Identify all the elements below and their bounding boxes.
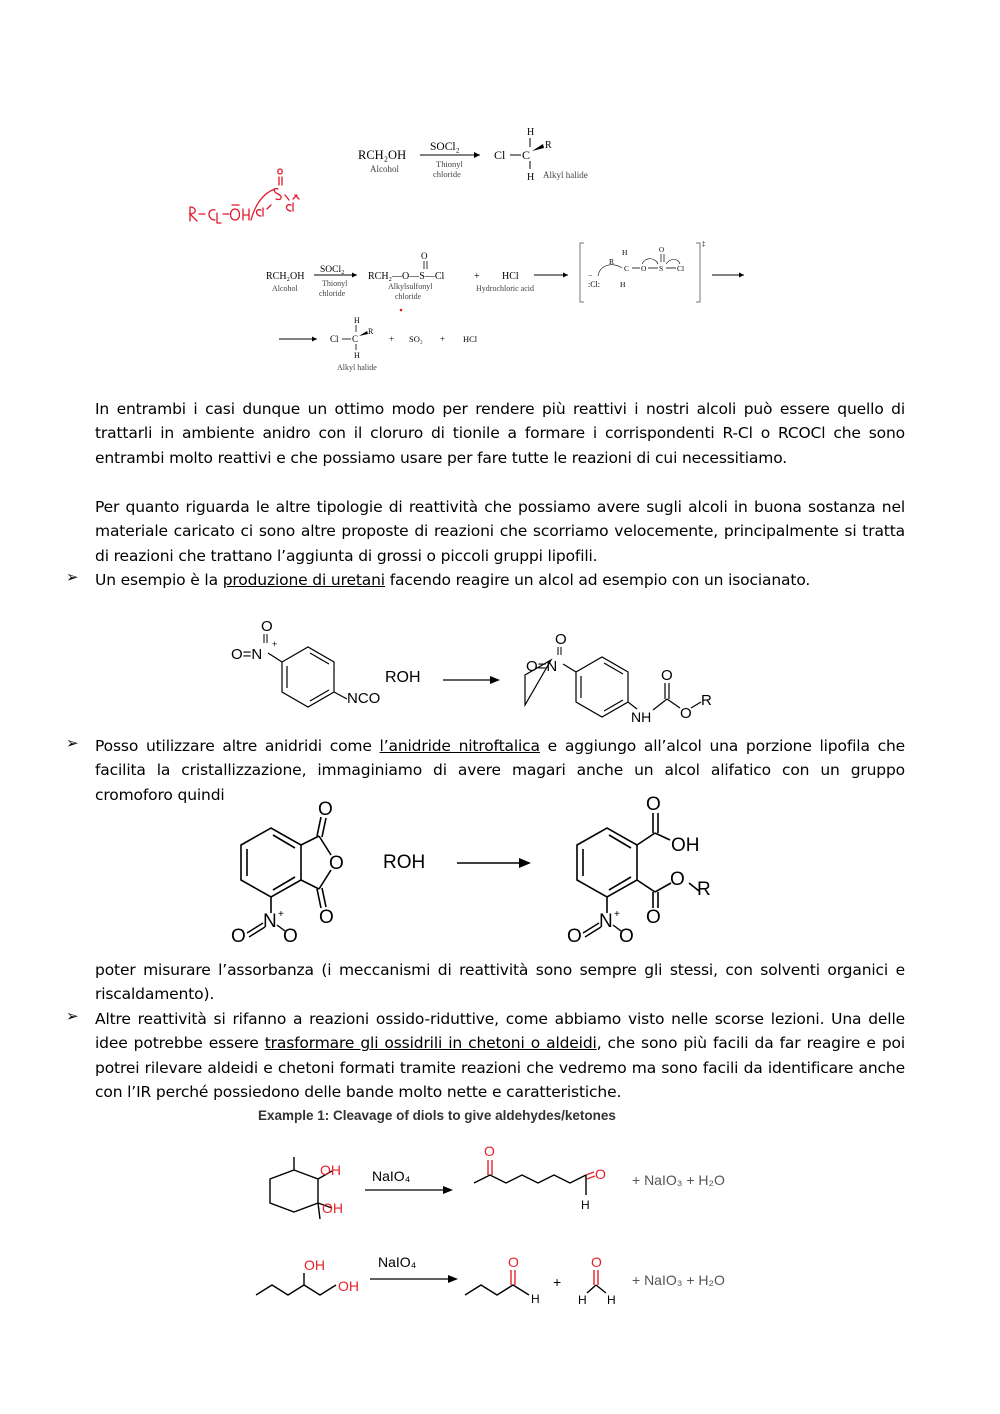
nitro-o-left: O=N [231,646,263,663]
o-ring: O [329,853,344,874]
ts-c: C [624,264,630,273]
bond [691,702,701,708]
p-r: R [697,879,711,900]
product-r: R [368,327,374,336]
intermediate-formula: RCH₂—O—S—Cl [368,271,445,282]
product-label: Alkyl halide [337,363,377,372]
ts-r: R [609,257,615,266]
byproduct-formula: HCl [502,271,519,282]
p-oh: OH [671,835,700,856]
wedge-bond [359,331,368,336]
r1-byproducts: + NaIO₃ + H₂O [632,1172,725,1188]
arrow-head [519,858,531,868]
product-c: C [522,148,531,162]
product-c: C [352,334,359,344]
handwritten-note [185,165,310,230]
bullet-urethane [95,568,905,592]
r2-o1: O [508,1254,519,1270]
p-o-top: O [646,795,661,815]
arrow-head [474,152,480,158]
nitro-o-top: O [261,618,273,635]
plus-2: + [440,334,446,344]
double-bond [587,1176,595,1179]
r1-oh1: OH [320,1162,341,1178]
product-r: R [545,140,552,151]
product-h-bottom: H [527,172,535,183]
product-h-bottom: H [354,351,360,360]
roh: ROH [383,852,426,873]
double-bond [586,1172,594,1175]
product-cl: Cl [330,334,339,344]
product-cl: Cl [494,148,506,162]
p-nitro-n: N [599,911,613,932]
r1-o2: O [595,1166,606,1182]
diol-chain [256,1285,336,1295]
reagent-formula: SOCl₂ [430,141,460,153]
bullet-text: Altre reattività si rifanno a reazioni ossido-riduttive, come abbiamo visto nelle scorse lezioni. Una delle idee potrebbe essere [95,1010,905,1053]
double-bond [249,927,265,937]
scheme-thionyl-chloride-2 [262,240,762,315]
bullet-arrow-icon: ➢ [66,568,79,586]
arrow-head [563,273,568,278]
bond [596,1285,606,1293]
intermediate-label-2: chloride [395,292,422,301]
bullet-nitrophthalic-continued: poter misurare l’assorbanza (i meccanismi di reattività sono sempre gli stessi, con solventi organici e riscaldamento). [95,961,905,1004]
p-nitro-o2: O [619,926,634,947]
r2-h3: H [607,1293,616,1307]
underlined-term: l’anidride nitroftalica [379,737,540,755]
so2: SO₂ [409,334,423,344]
plus: + [474,271,480,282]
bullet-arrow-icon: ➢ [66,734,79,752]
nitro-charge: + [272,639,278,649]
r1-o1: O [484,1143,495,1159]
product-h-top: H [527,127,535,138]
underlined-term: trasformare gli ossidrili in chetoni o aldeidi [264,1034,597,1053]
product-h-top: H [354,316,360,325]
nitrophenyl-ring [282,647,334,707]
reagent-label-1: Thionyl [436,159,463,169]
bond [653,699,667,710]
intermediate-label-1: Alkylsulfonyl [388,282,433,291]
bond [318,1203,320,1219]
bullet-arrow-icon: ➢ [66,1007,79,1025]
ts-cl: :Cl: [588,280,601,289]
o-bottom: O [319,907,334,928]
p-nitro-charge: + [614,909,620,920]
bond [587,1285,596,1293]
example-title: Example 1: Cleavage of diols to give aldehydes/ketones [258,1108,616,1123]
nitro-o1: O [231,926,246,947]
bullet-text: e aggiungo all’alcol una porzione lipofila che facilita la cristallizzazione, immaginiamo di avere magari anche un alcol alifatico con un gruppo cromoforo quindi [95,737,905,804]
o-top: O [318,799,333,820]
scheme-thionyl-chloride-3 [275,312,515,374]
wedge-bond [532,144,544,151]
reagent-label-1: Thionyl [322,279,348,288]
r2-oh2: OH [338,1278,359,1294]
paragraph-other-reactivity: Per quanto riguarda le altre tipologie di reattività che possiamo avere sugli alcoli in buona sostanza nel materiale caricato ci sono altre proposte di reazioni che scorriamo velocemente, principalmente si tratta di reazioni che trattano l’aggiunta di grossi o piccoli gruppi lipofili. [95,498,905,565]
scheme-thionyl-chloride-1 [350,120,630,190]
p-nitro-o-top: O [555,631,567,648]
bullet-text: , che sono più facili da far reagire e poi potrei rilevare aldeidi e chetoni formati tramite reazioni che vedremo ma sono facili da identificare anche con l’IR perché possiedono delle bande molto nette e caratteristiche. [95,1034,905,1102]
double-bond [247,923,263,933]
p-o-ester: O [670,869,685,890]
scheme-urethane [225,615,725,730]
p-r: R [701,692,712,709]
scheme-diol-cleavage [250,1135,750,1310]
scheme-nitrophthalic [225,795,725,950]
r1-oh2: OH [322,1200,343,1216]
cyclohexane-ring [270,1157,318,1212]
reactant-label: Alcohol [370,164,399,174]
byproduct-label: Hydrochloric acid [476,284,534,293]
bond [334,692,347,699]
p-nitro-o-left: O=N [526,658,558,675]
p-o-bottom: O [646,907,661,928]
product-ring [576,657,628,717]
bond [628,702,637,709]
ts-cl2: Cl [677,264,685,273]
r2-reagent: NaIO₄ [378,1254,417,1270]
bond [667,699,680,708]
r2-plus: + [553,1274,562,1290]
bullet-text: facendo reagire un alcol ad esempio con un isocianato. [384,571,811,589]
bullet-text: Posso utilizzare altre anidridi come [95,737,380,755]
bullet-oxidation [95,1007,905,1105]
aldehyde-chain [465,1285,529,1295]
reagent-label-2: chloride [433,169,461,179]
arrow-head [352,273,357,278]
p-o-ester: O [680,705,692,722]
r1-reagent: NaIO₄ [372,1168,411,1184]
anhydride-ring [241,817,331,913]
product-ring [577,813,699,913]
bond [563,664,576,672]
roh: ROH [385,669,421,686]
double-bond [585,927,601,937]
handwritten-note-text: R–CH₂–ŌH Cl–S(=O)–Cl [185,165,197,166]
ts-o: O [641,264,647,273]
nitro-charge: + [278,909,284,920]
bracket-right [696,243,700,302]
underlined-term: produzione di uretani [222,571,385,589]
p-nitro-o1: O [567,926,582,947]
handwriting-strokes [190,169,299,223]
p-o-carbonyl: O [661,667,673,684]
r2-h2: H [578,1293,587,1307]
bracket-left [580,243,584,302]
r2-byproducts: + NaIO₃ + H₂O [632,1272,725,1288]
nitro-o2: O [283,926,298,947]
hcl: HCl [463,334,478,344]
curved-arrow [598,265,622,276]
red-dot [400,309,403,312]
paragraph-thionyl-summary: In entrambi i casi dunque un ottimo modo per rendere più reattivi i nostri alcoli può essere quello di trattarli in ambiente anidro con il cloruro di tionile a formare i corrispondenti R-Cl o RCOCl che sono entrambi molto reattivi e che possiamo usare per fare tutte le reazioni di cui necessitiamo. [95,400,905,467]
r2-h1: H [531,1292,540,1306]
ts-s: S [659,264,664,273]
bullet-text: Un esempio è la [95,571,223,589]
arrow-head [490,676,500,684]
product-label: Alkyl halide [543,170,588,180]
p-nh: NH [631,709,652,725]
intermediate-o: O [421,251,428,261]
arrow-head [739,273,744,278]
nco-group: NCO [347,690,381,707]
reactant-label: Alcohol [272,284,298,293]
ts-h2: H [620,280,626,289]
r2-o2: O [591,1254,602,1270]
arrow-head [312,337,317,342]
ts-charge: − [588,271,593,280]
arrow-head [448,1275,458,1283]
r2-oh1: OH [304,1257,325,1273]
ts-h1: H [622,248,628,257]
ts-dagger: ‡ [702,240,706,248]
reagent-formula: SOCl₂ [320,265,345,275]
reagent-label-2: chloride [319,289,346,298]
r1-h: H [581,1198,590,1212]
ts-o-top: O [659,246,665,254]
double-bond [583,923,599,933]
nitro-n: N [263,911,277,932]
plus-1: + [389,334,395,344]
arrow-head [443,1186,453,1194]
reactant-formula: RCH₂OH [266,271,305,282]
bond [268,653,282,662]
reactant-formula: RCH₂OH [358,148,407,162]
keto-aldehyde-chain [474,1175,586,1183]
